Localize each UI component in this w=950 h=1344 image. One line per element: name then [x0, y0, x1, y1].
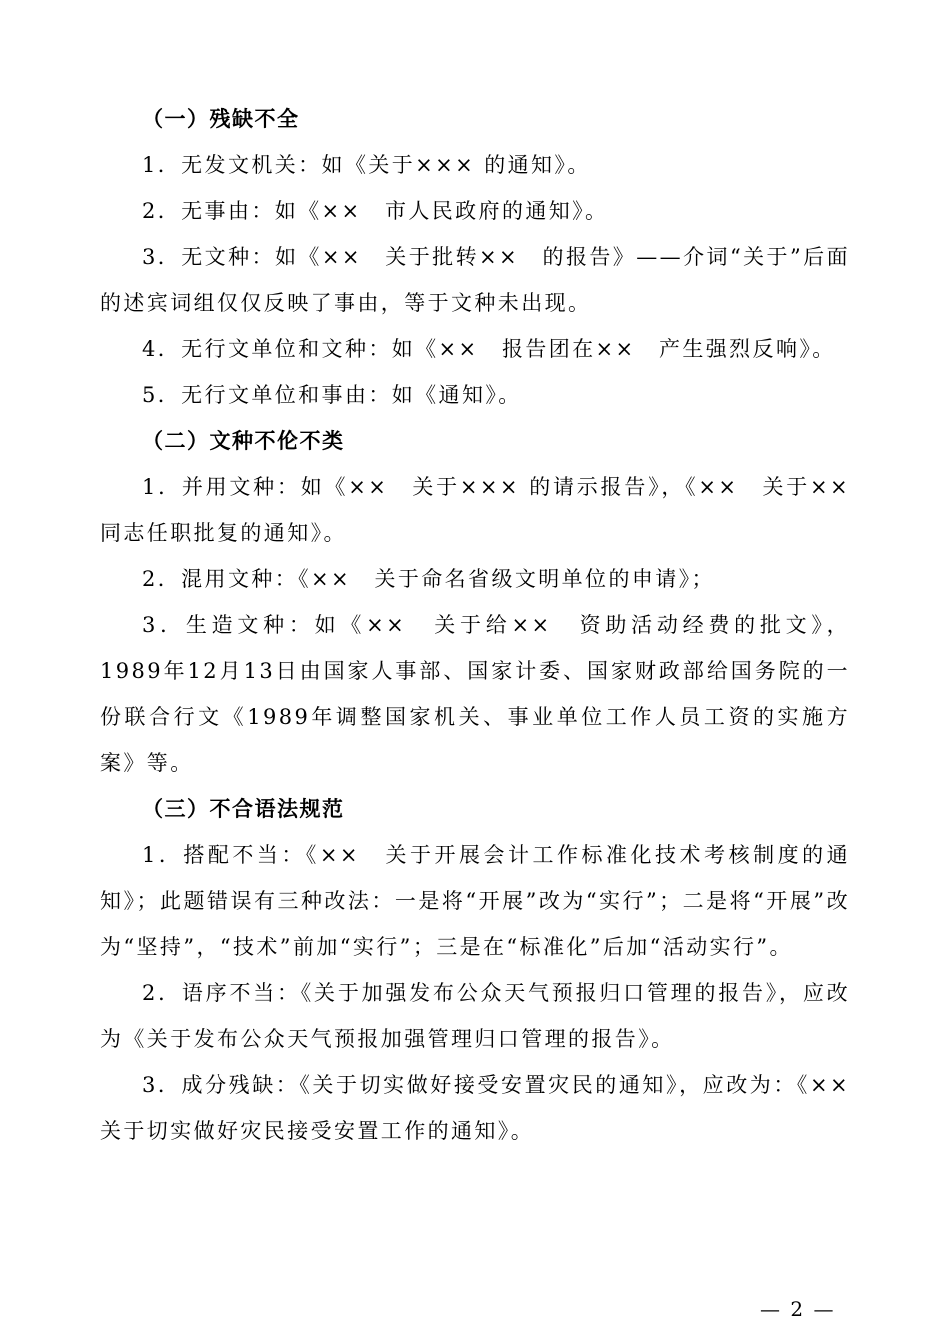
section-heading-1: （一）残缺不全	[142, 106, 300, 131]
paragraph: 4．无行文单位和文种：如《×× 报告团在×× 产生强烈反响》。	[142, 337, 836, 361]
section-heading-2: （二）文种不伦不类	[142, 428, 345, 453]
paragraph: 2．混用文种：《×× 关于命名省级文明单位的申请》；	[142, 567, 715, 591]
paragraph: 2．语序不当：《关于加强发布公众天气预报归口管理的报告》，应改为《关于发布公众天气预报加强管理归口管理的报告》。	[100, 981, 850, 1051]
paragraph: 5．无行文单位和事由：如《通知》。	[142, 383, 522, 407]
paragraph: 1．搭配不当：《×× 关于开展会计工作标准化技术考核制度的通知》；此题错误有三种改法：一是将“开展”改为“实行”；二是将“开展”改为“坚持”，“技术”前加“实行”；三是在“标准化”后加“活动实行”。	[100, 843, 850, 959]
paragraph: 3．成分残缺：《关于切实做好接受安置灾民的通知》，应改为：《×× 关于切实做好灾民接受安置工作的通知》。	[100, 1073, 874, 1143]
paragraph: 1．无发文机关：如《关于××× 的通知》。	[142, 153, 591, 177]
paragraph: 2．无事由：如《×× 市人民政府的通知》。	[142, 199, 609, 223]
section-heading-3: （三）不合语法规范	[142, 796, 345, 821]
page-number: — 2 —	[760, 1297, 836, 1321]
document-body	[100, 96, 874, 1154]
paragraph: 3．生造文种：如《×× 关于给×× 资助活动经费的批文》，1989年12月13日由国家人事部、国家计委、国家财政部给国务院的一份联合行文《1989年调整国家机关、事业单位工作人员工资的实施方案》等。	[100, 613, 850, 775]
paragraph: 1．并用文种：如《×× 关于××× 的请示报告》，《×× 关于×× 同志任职批复的通知》。	[100, 475, 850, 545]
paragraph: 3．无文种：如《×× 关于批转×× 的报告》——介词“关于”后面的述宾词组仅仅反映了事由，等于文种未出现。	[100, 245, 850, 315]
